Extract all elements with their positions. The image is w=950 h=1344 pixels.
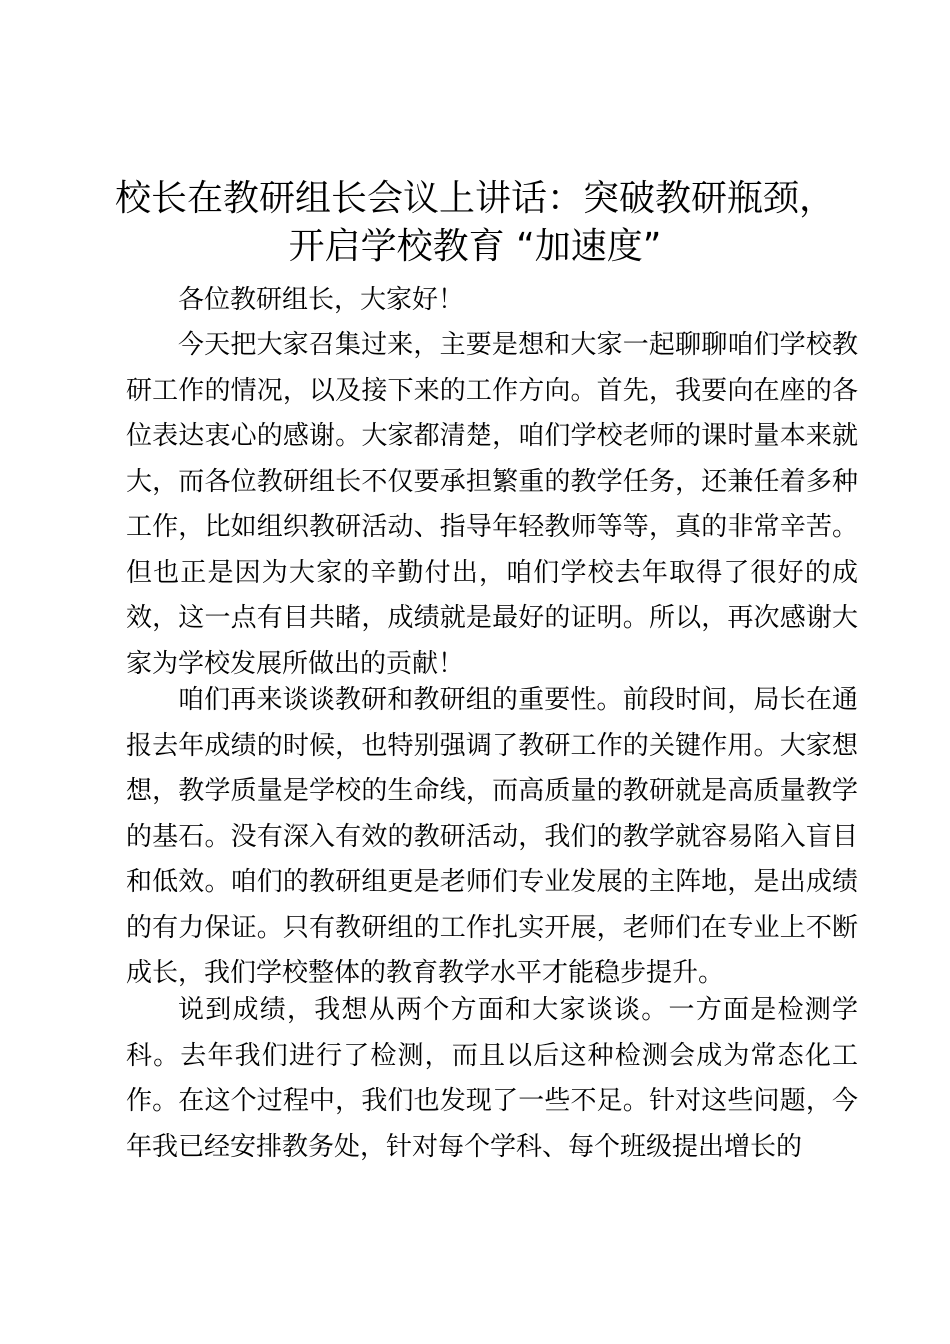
document-title-line-1: 校长在教研组长会议上讲话：突破教研瓶颈，	[114, 178, 835, 219]
body-paragraph-1: 今天把大家召集过来，主要是想和大家一起聊聊咱们学校教研工作的情况，以及接下来的工作方向。首先，我要向在座的各位表达衷心的感谢。大家都清楚，咱们学校老师的课时量本来就大，而各位教研组长不仅要承担繁重的教学任务，还兼任着多种工作，比如组织教研活动、指导年轻教师等等，真的非常辛苦。但也正是因为大家的辛勤付出，咱们学校去年取得了很好的成效，这一点有目共睹，成绩就是最好的证明。所以，再次感谢大家为学校发展所做出的贡献！	[126, 330, 858, 679]
document-title-line-2: 开启学校教育 “加速度”	[288, 226, 662, 267]
body-paragraph-3: 说到成绩，我想从两个方面和大家谈谈。一方面是检测学科。去年我们进行了检测，而且以后这种检测会成为常态化工作。在这个过程中，我们也发现了一些不足。针对这些问题，今年我已经安排教务处，针对每个学科、每个班级提出增长的	[126, 995, 858, 1162]
body-paragraph-2: 咱们再来谈谈教研和教研组的重要性。前段时间，局长在通报去年成绩的时候，也特别强调了教研工作的关键作用。大家想想，教学质量是学校的生命线，而高质量的教研就是高质量教学的基石。没有深入有效的教研活动，我们的教学就容易陷入盲目和低效。咱们的教研组更是老师们专业发展的主阵地，是出成绩的有力保证。只有教研组的工作扎实开展，老师们在专业上不断成长，我们学校整体的教育教学水平才能稳步提升。	[126, 685, 858, 988]
greeting-paragraph: 各位教研组长，大家好！	[178, 285, 465, 315]
